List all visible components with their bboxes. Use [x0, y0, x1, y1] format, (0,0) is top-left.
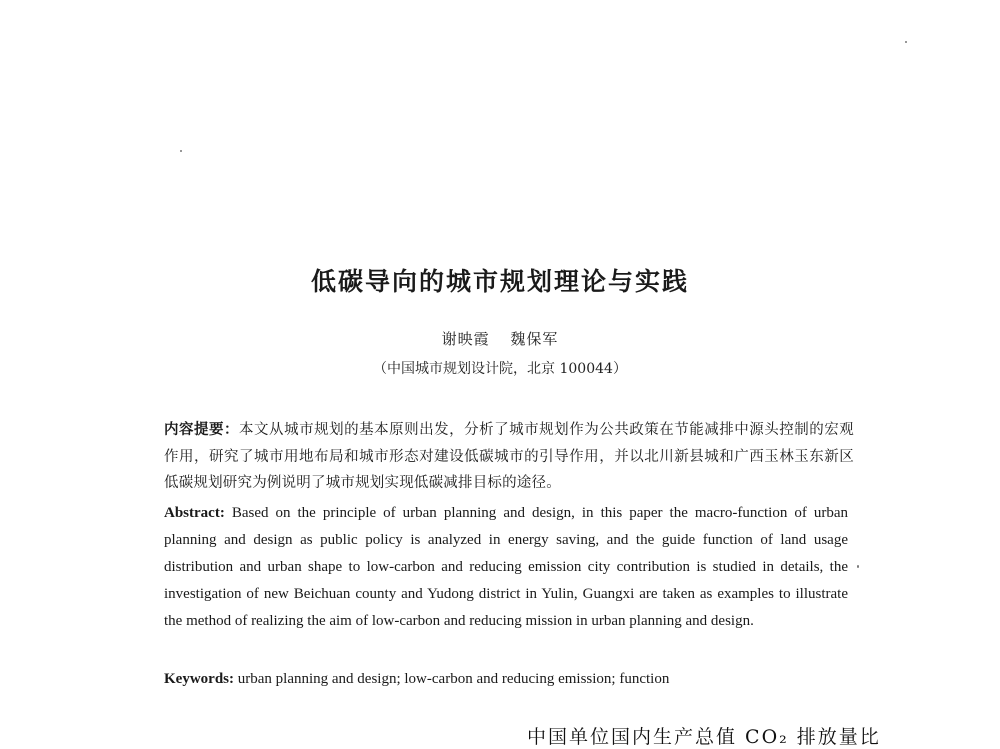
scan-speck	[857, 565, 859, 568]
author-affiliation: （中国城市规划设计院，北京 100044）	[373, 361, 627, 377]
english-abstract-label: Abstract:	[164, 505, 225, 521]
chinese-abstract	[164, 417, 854, 497]
section-heading-partial: 中国单位国内生产总值 CO₂ 排放量比	[527, 726, 881, 748]
scan-speck	[905, 41, 907, 43]
author-list	[0, 328, 1000, 349]
english-abstract-text: Based on the principle of urban planning and design, in this paper the macro-function of urban planning and design as public policy is analyzed in energy saving, and the guide function of land usage distribution and urban shape to low-carbon and reducing emission city contribution is studied in details, the investigation of new Beichuan county and Yudong district in Yulin, Guangxi are taken as examples to illustrate the method of realizing the aim of low-carbon and reducing mission in urban planning and design.	[164, 505, 849, 629]
chinese-abstract-text: 本文从城市规划的基本原则出发，分析了城市规划作为公共政策在节能减排中源头控制的宏观作用，研究了城市用地布局和城市形态对建设低碳城市的引导作用，并以北川新县城和广西玉林玉东新区低碳规划研究为例说明了城市规划实现低碳减排目标的途径。	[164, 422, 855, 491]
english-abstract	[164, 500, 848, 635]
keywords-text: urban planning and design; low-carbon and reducing emission; function	[237, 671, 670, 687]
author-name: 魏保军	[510, 330, 559, 348]
keywords	[164, 666, 854, 693]
scan-speck	[180, 150, 182, 152]
chinese-abstract-label: 内容提要：	[164, 421, 240, 438]
paper-title: 低碳导向的城市规划理论与实践	[310, 267, 689, 296]
keywords-label: Keywords:	[164, 671, 234, 687]
author-name: 谢映霞	[441, 330, 490, 348]
